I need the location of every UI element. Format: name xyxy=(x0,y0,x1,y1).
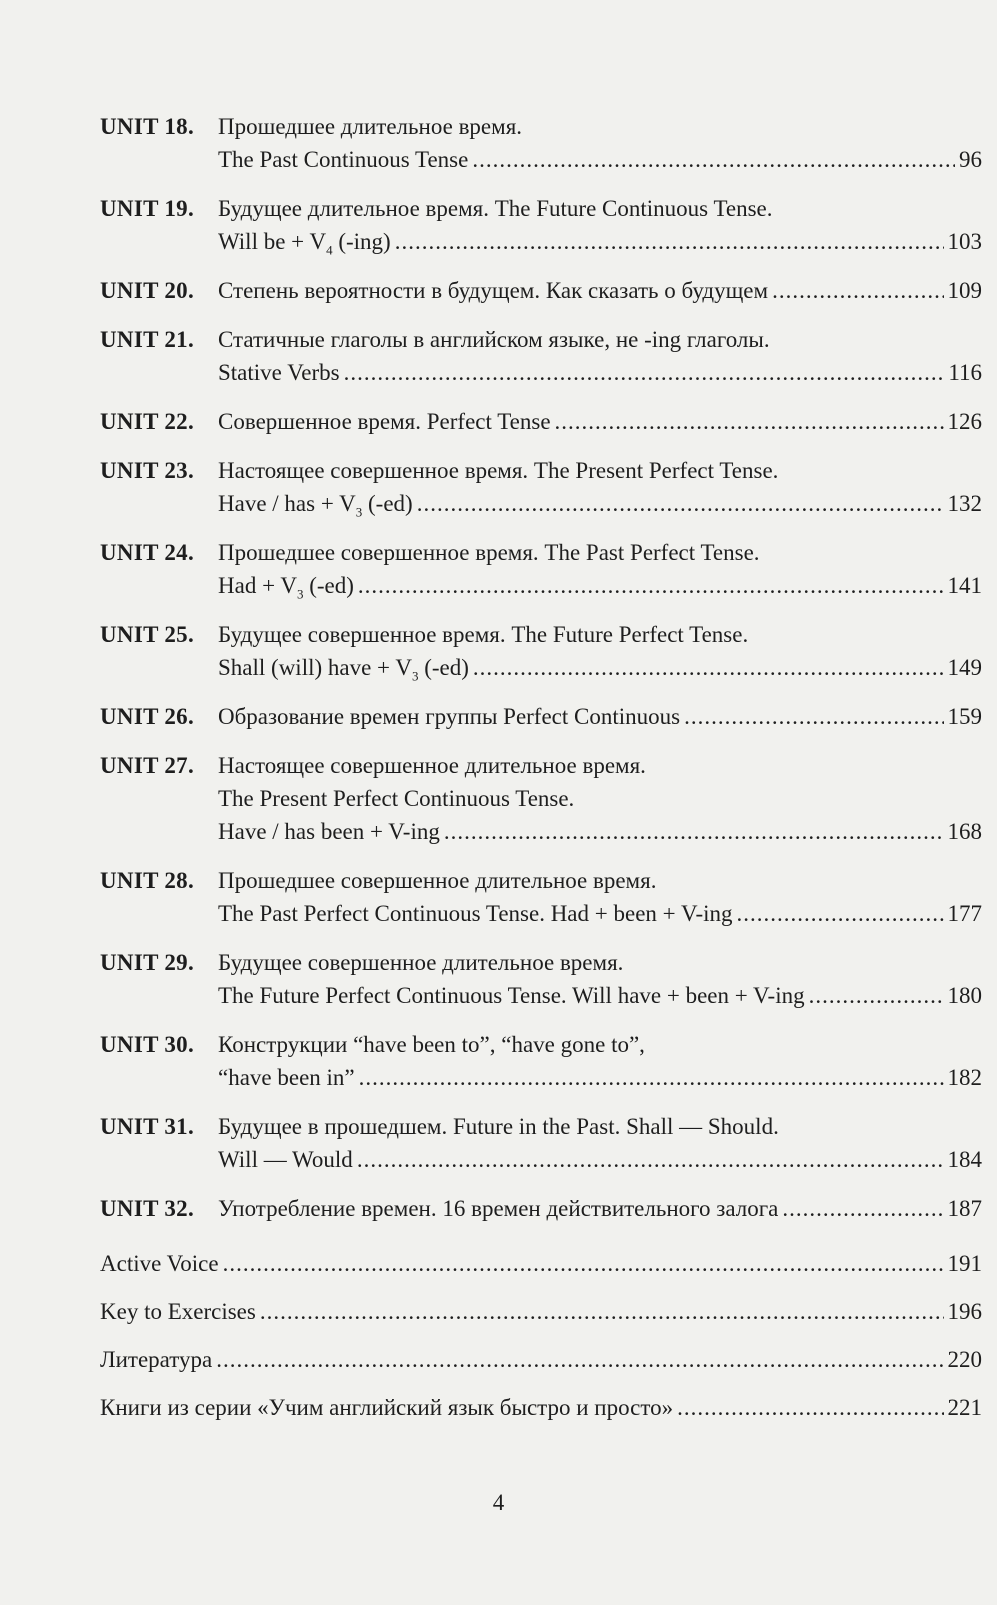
unit-last-line xyxy=(218,651,982,684)
unit-title-line: Прошедшее совершенное время. The Past Perfect Tense. xyxy=(218,540,760,565)
unit-last-line xyxy=(218,225,982,258)
unit-body xyxy=(218,618,982,684)
unit-title-text: Had + V xyxy=(218,573,297,598)
toc-entry xyxy=(100,274,982,307)
unit-title-end xyxy=(218,356,340,389)
unit-title-line: Настоящее совершенное время. The Present Perfect Tense. xyxy=(218,458,779,483)
unit-body xyxy=(218,405,982,438)
unit-title-line: Прошедшее длительное время. xyxy=(218,114,523,139)
page-ref: 187 xyxy=(947,1196,982,1221)
unit-title-text: The Future Perfect Continuous Tense. Will have + been + V-ing xyxy=(218,983,805,1008)
unit-last-line xyxy=(218,569,982,602)
page-ref: 196 xyxy=(947,1299,982,1324)
page-ref: 116 xyxy=(948,360,982,385)
dot-leader xyxy=(260,1295,944,1328)
toc-entry xyxy=(100,864,982,930)
page-ref: 168 xyxy=(947,819,982,844)
page-ref: 180 xyxy=(947,983,982,1008)
dot-leader xyxy=(223,1247,944,1280)
unit-title-text: Shall (will) have + V xyxy=(218,655,412,680)
unit-label: UNIT 22. xyxy=(100,409,194,434)
unit-title-text: Will be + V xyxy=(218,229,327,254)
unit-title-end xyxy=(218,274,768,307)
unit-label: UNIT 18. xyxy=(100,114,194,139)
page-ref: 96 xyxy=(959,147,982,172)
unit-title-end xyxy=(218,897,733,930)
unit-label: UNIT 30. xyxy=(100,1032,194,1057)
unit-title-line: Будущее совершенное длительное время. xyxy=(218,950,624,975)
toc-entry xyxy=(100,1192,982,1225)
toc-extra-entry xyxy=(100,1391,982,1424)
dot-leader xyxy=(216,1343,943,1376)
unit-title-end xyxy=(218,569,354,602)
unit-title-end xyxy=(218,979,805,1012)
unit-title-end xyxy=(218,1192,778,1225)
toc-extra-entry xyxy=(100,1295,982,1328)
page-number: 4 xyxy=(492,1490,505,1515)
toc-entry xyxy=(100,749,982,848)
unit-title-text: Степень вероятности в будущем. Как сказать о будущем xyxy=(218,278,769,303)
unit-last-line xyxy=(218,356,982,389)
page-ref: 177 xyxy=(947,901,982,926)
unit-body xyxy=(218,536,982,602)
unit-body xyxy=(218,700,982,733)
page-ref: 182 xyxy=(947,1065,982,1090)
dot-leader xyxy=(555,405,944,438)
dot-leader xyxy=(772,274,943,307)
dot-leader xyxy=(782,1192,943,1225)
unit-title-text: Have / has + V xyxy=(218,491,356,516)
toc-entry xyxy=(100,700,982,733)
unit-title-suffix: (-ed) xyxy=(418,655,469,680)
unit-title-end xyxy=(218,1061,355,1094)
unit-body xyxy=(218,323,982,389)
subscript-index: 3 xyxy=(355,504,363,520)
dot-leader xyxy=(737,897,944,930)
toc-entry xyxy=(100,946,982,1012)
unit-body xyxy=(218,274,982,307)
unit-title-text: Совершенное время. Perfect Tense xyxy=(218,409,551,434)
unit-body xyxy=(218,864,982,930)
unit-label: UNIT 32. xyxy=(100,1196,194,1221)
page-ref: 191 xyxy=(947,1251,982,1276)
unit-body xyxy=(218,454,982,520)
unit-body xyxy=(218,192,982,258)
unit-body xyxy=(218,110,982,176)
unit-title-text: Stative Verbs xyxy=(218,360,340,385)
toc-entry xyxy=(100,618,982,684)
dot-leader xyxy=(358,569,944,602)
toc-entry xyxy=(100,536,982,602)
unit-last-line xyxy=(218,487,982,520)
unit-title-suffix: (-ed) xyxy=(362,491,413,516)
unit-title-line: Конструкции “have been to”, “have gone to”, xyxy=(218,1032,645,1057)
unit-title-suffix: (-ing) xyxy=(332,229,391,254)
unit-title-line: Прошедшее совершенное длительное время. xyxy=(218,868,657,893)
dot-leader xyxy=(417,487,944,520)
unit-label: UNIT 24. xyxy=(100,540,194,565)
unit-label: UNIT 29. xyxy=(100,950,194,975)
dot-leader xyxy=(809,979,944,1012)
unit-last-line xyxy=(218,143,982,176)
unit-title-text: The Past Continuous Tense xyxy=(218,147,469,172)
units-list xyxy=(100,110,982,1225)
page-ref: 126 xyxy=(947,409,982,434)
unit-title-end xyxy=(218,651,469,684)
unit-label: UNIT 21. xyxy=(100,327,194,352)
toc-entry xyxy=(100,110,982,176)
unit-label: UNIT 23. xyxy=(100,458,194,483)
dot-leader xyxy=(359,1061,944,1094)
extra-title: Active Voice xyxy=(100,1251,219,1276)
unit-label: UNIT 31. xyxy=(100,1114,194,1139)
extra-title: Книги из серии «Учим английский язык быстро и просто» xyxy=(100,1395,674,1420)
unit-title-text: Употребление времен. 16 времен действительного залога xyxy=(218,1196,779,1221)
page-ref: 141 xyxy=(947,573,982,598)
unit-title-end xyxy=(218,487,413,520)
unit-title-line: Будущее совершенное время. The Future Perfect Tense. xyxy=(218,622,749,647)
unit-last-line xyxy=(218,1143,982,1176)
unit-title-text: Will — Would xyxy=(218,1147,353,1172)
unit-title-line: Будущее длительное время. The Future Continuous Tense. xyxy=(218,196,773,221)
unit-body xyxy=(218,946,982,1012)
toc-entry xyxy=(100,192,982,258)
unit-body xyxy=(218,1110,982,1176)
page-ref: 184 xyxy=(947,1147,982,1172)
unit-title-text: Образование времен группы Perfect Continuous xyxy=(218,704,681,729)
dot-leader xyxy=(472,143,955,176)
unit-last-line xyxy=(218,815,982,848)
unit-label: UNIT 25. xyxy=(100,622,194,647)
toc-entry xyxy=(100,1028,982,1094)
page-ref: 109 xyxy=(947,278,982,303)
unit-title-end xyxy=(218,1143,353,1176)
page-ref: 220 xyxy=(947,1347,982,1372)
unit-title-line: The Present Perfect Continuous Tense. xyxy=(218,786,575,811)
extra-title: Литература xyxy=(100,1347,213,1372)
page-ref: 132 xyxy=(947,491,982,516)
unit-label: UNIT 27. xyxy=(100,753,194,778)
toc-entry xyxy=(100,1110,982,1176)
toc-entry xyxy=(100,454,982,520)
toc-extra-entry xyxy=(100,1247,982,1280)
unit-title-text: Have / has been + V-ing xyxy=(218,819,440,844)
subscript-index: 4 xyxy=(326,242,333,258)
unit-title-line: Статичные глаголы в английском языке, не -ing глаголы. xyxy=(218,327,770,352)
unit-last-line xyxy=(218,1192,982,1225)
toc-extra-entry xyxy=(100,1343,982,1376)
dot-leader xyxy=(357,1143,944,1176)
unit-label: UNIT 26. xyxy=(100,704,194,729)
unit-title-end xyxy=(218,225,391,258)
subscript-index: 3 xyxy=(296,586,304,602)
extra-title: Key to Exercises xyxy=(100,1299,256,1324)
unit-last-line xyxy=(218,1061,982,1094)
dot-leader xyxy=(395,225,944,258)
unit-title-end xyxy=(218,405,551,438)
unit-label: UNIT 19. xyxy=(100,196,194,221)
unit-body xyxy=(218,749,982,848)
dot-leader xyxy=(344,356,945,389)
unit-last-line xyxy=(218,700,982,733)
page-ref: 149 xyxy=(947,655,982,680)
dot-leader xyxy=(684,700,943,733)
unit-last-line xyxy=(218,979,982,1012)
unit-title-suffix: (-ed) xyxy=(303,573,354,598)
unit-label: UNIT 28. xyxy=(100,868,194,893)
unit-last-line xyxy=(218,274,982,307)
unit-title-line: Настоящее совершенное длительное время. xyxy=(218,753,646,778)
unit-title-text: “have been in” xyxy=(218,1065,355,1090)
toc-entry xyxy=(100,323,982,389)
dot-leader xyxy=(444,815,944,848)
page-ref: 103 xyxy=(947,229,982,254)
page-ref: 159 xyxy=(947,704,982,729)
unit-body xyxy=(218,1028,982,1094)
table-of-contents xyxy=(100,110,982,1439)
extras-list xyxy=(100,1247,982,1424)
unit-title-line: Будущее в прошедшем. Future in the Past. Shall — Should. xyxy=(218,1114,779,1139)
dot-leader xyxy=(473,651,944,684)
unit-title-end xyxy=(218,700,680,733)
unit-last-line xyxy=(218,405,982,438)
unit-title-end xyxy=(218,143,468,176)
subscript-index: 3 xyxy=(411,668,419,684)
toc-entry xyxy=(100,405,982,438)
unit-label: UNIT 20. xyxy=(100,278,194,303)
page-ref: 221 xyxy=(947,1395,982,1420)
dot-leader xyxy=(677,1391,943,1424)
unit-title-end xyxy=(218,815,440,848)
unit-last-line xyxy=(218,897,982,930)
unit-title-text: The Past Perfect Continuous Tense. Had + been + V-ing xyxy=(218,901,733,926)
unit-body xyxy=(218,1192,982,1225)
